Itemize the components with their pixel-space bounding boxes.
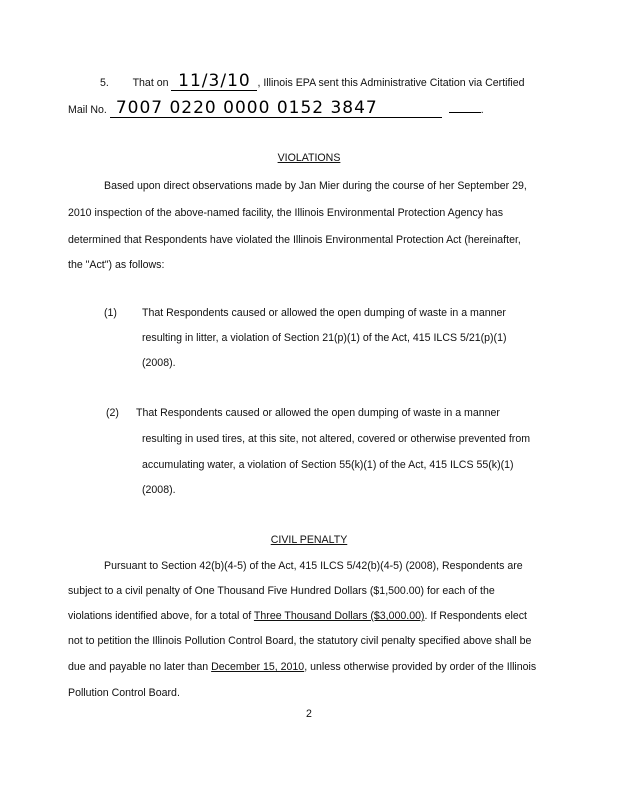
- handwritten-mail-number: 7007 0220 0000 0152 3847: [115, 98, 378, 118]
- violation-2-line-2: resulting in used tires, at this site, not altered, covered or otherwise prevented from: [142, 433, 531, 445]
- violation-1-line-1: That Respondents caused or allowed the open dumping of waste in a manner: [142, 307, 506, 319]
- violation-2-line-1: That Respondents caused or allowed the open dumping of waste in a manner: [136, 407, 500, 419]
- penalty-line-5: [68, 660, 536, 674]
- penalty-total: Three Thousand Dollars ($3,000.00): [253, 610, 425, 622]
- penalty-line-3-post: . If Respondents elect: [424, 610, 527, 622]
- violation-1-line-3: (2008).: [142, 357, 176, 369]
- violation-2-number: (2): [106, 407, 119, 419]
- violations-intro-1: Based upon direct observations made by Jan Mier during the course of her September 29,: [104, 180, 527, 192]
- certification-text: , Illinois EPA sent this Administrative Citation via Certified: [257, 77, 525, 89]
- mail-number-blank: [110, 98, 442, 118]
- that-on-text: That on: [132, 77, 169, 89]
- page-number: 2: [306, 708, 312, 720]
- penalty-line-3: [68, 609, 527, 623]
- due-date: December 15, 2010: [211, 661, 305, 673]
- penalty-line-6: Pollution Control Board.: [68, 687, 180, 699]
- penalty-line-5-pre: due and payable no later than: [68, 661, 209, 673]
- violations-intro-2: 2010 inspection of the above-named facility, the Illinois Environmental Protection Agency has: [68, 207, 503, 219]
- penalty-line-1: Pursuant to Section 42(b)(4-5) of the Act, 415 ILCS 5/42(b)(4-5) (2008), Respondents are: [104, 560, 523, 572]
- mail-number-line: [68, 98, 484, 118]
- penalty-line-2: subject to a civil penalty of One Thousand Five Hundred Dollars ($1,500.00) for each of the: [68, 585, 495, 597]
- date-blank: [171, 71, 257, 91]
- mail-suffix-blank: [449, 112, 481, 113]
- violation-1-line-2: resulting in litter, a violation of Section 21(p)(1) of the Act, 415 ILCS 5/21(p)(1): [142, 332, 507, 344]
- civil-penalty-heading: CIVIL PENALTY: [270, 534, 348, 546]
- certification-line: [100, 71, 525, 91]
- violation-2-line-4: (2008).: [142, 484, 176, 496]
- handwritten-date: 11/3/10: [178, 71, 251, 91]
- violation-2-line-3: accumulating water, a violation of Section 55(k)(1) of the Act, 415 ILCS 55(k)(1): [142, 459, 514, 471]
- violations-heading: VIOLATIONS: [277, 152, 341, 164]
- paragraph-number: 5.: [100, 77, 109, 89]
- violations-intro-3: determined that Respondents have violated the Illinois Environmental Protection Act (hereinafter,: [68, 234, 521, 246]
- penalty-line-4: not to petition the Illinois Pollution Control Board, the statutory civil penalty specified above shall be: [68, 635, 532, 647]
- violations-intro-4: the "Act") as follows:: [68, 259, 165, 271]
- period: .: [480, 104, 484, 116]
- penalty-line-5-post: , unless otherwise provided by order of the Illinois: [304, 661, 537, 673]
- mail-label: Mail No.: [68, 104, 107, 116]
- violation-1-number: (1): [104, 307, 117, 319]
- penalty-line-3-pre: violations identified above, for a total of: [68, 610, 252, 622]
